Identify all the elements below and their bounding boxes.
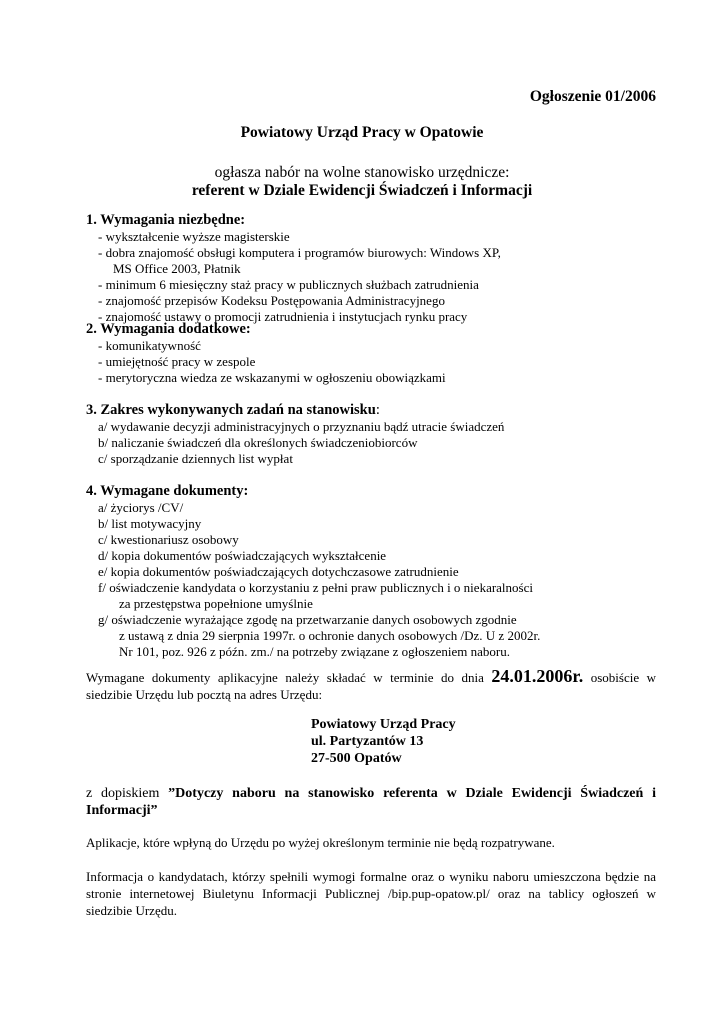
list-item: - komunikatywność — [98, 338, 201, 353]
section-essential-requirements — [86, 212, 666, 325]
note-prefix: z dopiskiem — [86, 786, 169, 801]
list-item: - merytoryczna wiedza ze wskazanymi w ogłoszeniu obowiązkami — [98, 370, 446, 385]
list-item-continuation: za przestępstwa popełnione umyślnie — [119, 596, 313, 611]
list-item-continuation: z ustawą z dnia 29 sierpnia 1997r. o ochronie danych osobowych /Dz. U z 2002r. — [119, 628, 541, 643]
section-title-colon: : — [375, 402, 380, 418]
late-applications-paragraph: Aplikacje, które wpłyną do Urzędu po wyżej określonym terminie nie będą rozpatrywane. — [86, 835, 555, 850]
list-item: d/ kopia dokumentów poświadczających wykształcenie — [98, 548, 387, 563]
list-item: b/ list motywacyjny — [98, 516, 202, 531]
address-line: ul. Partyzantów 13 — [311, 734, 424, 749]
office-title: Powiatowy Urząd Pracy w Opatowie — [240, 124, 484, 141]
application-note — [86, 785, 656, 819]
announcement-number: Ogłoszenie 01/2006 — [529, 88, 656, 105]
list-item-continuation: Nr 101, poz. 926 z późn. zm./ na potrzeby związane z ogłoszeniem naboru. — [119, 644, 510, 659]
list-item: - wykształcenie wyższe magisterskie — [98, 229, 290, 244]
section-title: 4. Wymagane dokumenty: — [86, 483, 249, 499]
list-item: - minimum 6 miesięczny staż pracy w publicznych służbach zatrudnienia — [98, 277, 479, 292]
submission-text-before: Wymagane dokumenty aplikacyjne należy składać w terminie do dnia — [86, 670, 492, 685]
address-line: 27-500 Opatów — [311, 751, 402, 766]
list-item: e/ kopia dokumentów poświadczających dotychczasowe zatrudnienie — [98, 564, 459, 579]
information-paragraph: Informacja o kandydatach, którzy spełnili wymogi formalne oraz o wyniku naboru umieszczona będzie na stronie internetowej Biuletynu Informacji Publicznej /bip.pup-opatow.pl/ oraz na tablicy ogłoszeń w siedzibie Urzędu. — [86, 869, 656, 918]
list-item: a/ życiorys /CV/ — [98, 500, 184, 515]
section-title — [86, 402, 666, 419]
list-item: c/ sporządzanie dziennych list wypłat — [98, 451, 293, 466]
section-documents — [86, 483, 666, 660]
list-item: c/ kwestionariusz osobowy — [98, 532, 239, 547]
list-item: - znajomość przepisów Kodeksu Postępowania Administracyjnego — [98, 293, 445, 308]
announcement-intro: ogłasza nabór na wolne stanowisko urzędnicze: — [214, 164, 510, 181]
section-additional-requirements — [86, 321, 666, 386]
address-line: Powiatowy Urząd Pracy — [311, 717, 456, 732]
list-item-continuation: MS Office 2003, Płatnik — [113, 261, 241, 276]
section-title: 1. Wymagania niezbędne: — [86, 212, 246, 228]
section-duties — [86, 402, 666, 467]
section-title: 2. Wymagania dodatkowe: — [86, 321, 251, 337]
submission-text-after: osobiście w siedzibie Urzędu lub pocztą na adres Urzędu: — [86, 670, 657, 702]
note-text: ”Dotyczy naboru na stanowisko referenta w Dziale Ewidencji Świadczeń i Informacji” — [86, 786, 657, 818]
submission-deadline: 24.01.2006r. — [491, 666, 584, 686]
section-title-text: 3. Zakres wykonywanych zadań na stanowisku — [86, 402, 376, 418]
list-item: g/ oświadczenie wyrażające zgodę na przetwarzanie danych osobowych zgodnie — [98, 612, 517, 627]
list-item: b/ naliczanie świadczeń dla określonych świadczeniobiorców — [98, 435, 418, 450]
list-item: - umiejętność pracy w zespole — [98, 354, 256, 369]
list-item: - dobra znajomość obsługi komputera i programów biurowych: Windows XP, — [98, 245, 501, 260]
position-title: referent w Dziale Ewidencji Świadczeń i Informacji — [191, 182, 533, 199]
list-item: a/ wydawanie decyzji administracyjnych o przyznaniu bądź utracie świadczeń — [98, 419, 505, 434]
list-item: - znajomość ustawy o promocji zatrudnienia i instytucjach rynku pracy — [98, 309, 468, 324]
office-address — [311, 716, 456, 767]
list-item: f/ oświadczenie kandydata o korzystaniu z pełni praw publicznych i o niekaralności — [98, 580, 533, 595]
submission-paragraph — [86, 668, 656, 703]
